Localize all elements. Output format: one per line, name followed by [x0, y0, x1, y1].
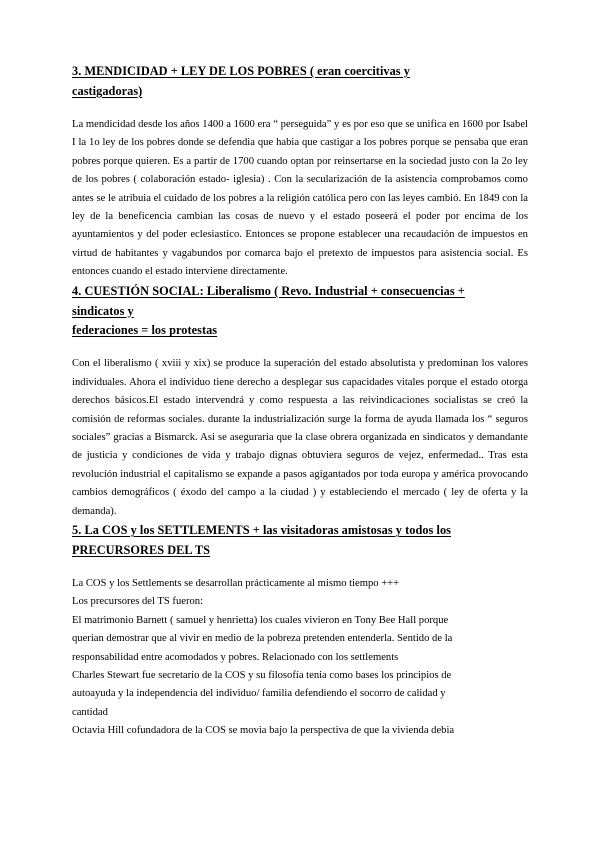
- section-5-line-1: La COS y los Settlements se desarrollan prácticamente al mismo tiempo +++: [72, 577, 400, 589]
- section-5-line-9: Octavia Hill cofundadora de la COS se movia bajo la perspectiva de que la vivienda debia: [72, 725, 455, 737]
- section-5-heading: [72, 521, 528, 561]
- section-5-heading-line-2: PRECURSORES DEL TS: [72, 543, 211, 558]
- section-3-heading-line-2: castigadoras): [72, 83, 143, 98]
- section-3-heading: [72, 62, 528, 102]
- section-4-heading-line-1: 4. CUESTIÓN SOCIAL: Liberalismo ( Revo. Industrial + consecuencias +: [72, 283, 465, 298]
- section-5-line-6: Charles Stewart fue secretario de la COS y su filosofía tenia como bases los principios de: [72, 670, 452, 682]
- section-cos-settlements: [72, 521, 528, 741]
- section-3-paragraph-1: La mendicidad desde los años 1400 a 1600 era “ perseguida” y es por eso que se unifica en 1600 por Isabel I la 1o ley de los pobres donde se defendia que habia que castigar a los pobres porque se pensaba que eran pobres porque quieren. Es a partir de 1700 cuando optan por reinsertarse en la sociedad justo con la 2o ley de los pobres ( colaboración estado- iglesia) . Con la secularización de la asistencia comprobamos como antes se le atribuia el cuidado de los pobres a la religión católica pero con las leyes cambió. En 1849 con la ley de la beneficencia cambian las cosas de nuevo y el estado poseerá el poder por encima de los ayuntamientos y del poder eclesiastico. Entonces se propone establecer una recaudación de impuestos en virtud de habitantes y vagabundos por comarca bajo el pretexto de impuestos para asistencia social. Es entonces cuando el estado interviene directamente.: [72, 118, 528, 278]
- section-5-line-2: Los precursores del TS fueron:: [72, 596, 204, 608]
- section-4-heading: [72, 282, 528, 342]
- section-5-lines: [72, 575, 528, 741]
- section-4-heading-line-2: sindicatos y: [72, 303, 134, 318]
- section-5-line-5: responsabilidad entre acomodados y pobres. Relacionado con los settlements: [72, 651, 399, 663]
- section-5-line-8: cantidad: [72, 706, 108, 718]
- section-5-heading-line-1: 5. La COS y los SETTLEMENTS + las visitadoras amistosas y todos los: [72, 523, 451, 538]
- section-5-line-3: El matrimonio Barnett ( samuel y henrietta) los cuales vivieron en Tony Bee Hall porque: [72, 614, 449, 626]
- section-3-heading-line-1: 3. MENDICIDAD + LEY DE LOS POBRES ( eran coercitivas y: [72, 64, 410, 78]
- section-4-paragraph-1: Con el liberalismo ( xviii y xix) se produce la superación del estado absolutista y predominan los valores individuales. Ahora el individuo tiene derecho a desplegar sus capacidades vitales porque el estado otorga derechos básicos.El estado intervendrá y como respuesta a las reivindicaciones socialistas se creó la comisión de reformas sociales. durante la industrialización surge la forma de ayuda llamada los “ seguros sociales” gracias a Bismarck. Asi se aseguraria que la clase obrera organizada en sindicatos y demandante de justicia y condiciones de vida y trabajo dignas obtuviera seguros de vejez, enfermedad.. Tras esta revolución industrial el capitalismo se expande a pasos agigantados por toda europa y américa provocando cambios demográficos ( éxodo del campo a la ciudad ) y estableciendo el mercado ( ley de oferta y la demanda).: [72, 358, 528, 517]
- section-5-line-4: querian demostrar que al vivir en medio de la pobreza pretenden entenderla. Sentido de la: [72, 633, 453, 645]
- section-5-line-7: autoayuda y la independencia del individuo/ familia defendiendo el socorro de calidad y: [72, 688, 446, 700]
- section-4-heading-line-3: federaciones = los protestas: [72, 323, 218, 338]
- section-cuestion-social: [72, 282, 528, 522]
- section-mendicidad: [72, 62, 528, 282]
